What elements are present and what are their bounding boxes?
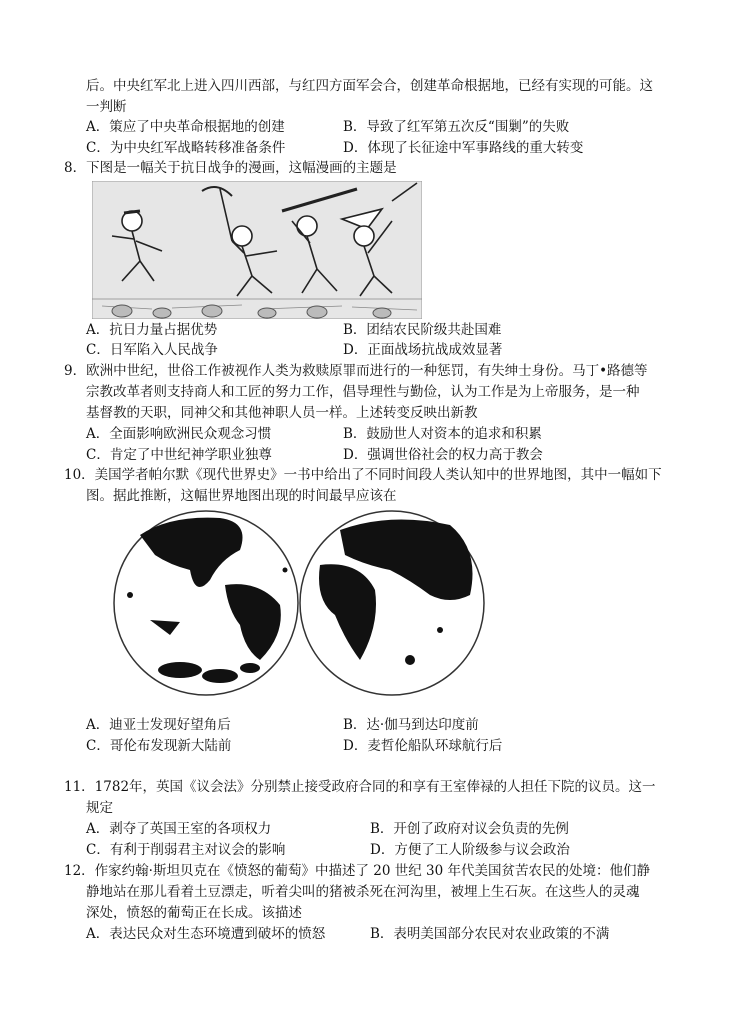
q9-stem-line3: 基督教的天职，同神父和其他神职人员一样。上述转变反映出新教 [86, 405, 478, 421]
q7-option-b: B．导致了红军第五次反“围剿”的失败 [343, 119, 570, 135]
q9-stem-line2: 宗教改革者则支持商人和工匠的努力工作，倡导理性与勤俭，认为工作是为上帝服务，是一种 [86, 384, 640, 400]
q11-option-c: C．有利于削弱君主对议会的影响 [86, 842, 286, 858]
q10-option-c: C．哥伦布发现新大陆前 [86, 738, 232, 754]
q10-option-b: B．达·伽马到达印度前 [343, 717, 479, 733]
q10-option-d: D．麦哲伦船队环球航行后 [343, 738, 503, 754]
q7-stem-line1: 后。中央红军北上进入四川西部，与红四方面军会合，创建革命根据地，已经有实现的可能。这 [86, 78, 653, 94]
q8-cartoon-image [92, 181, 422, 319]
q12-stem-line1: 12．作家约翰·斯坦贝克在《愤怒的葡萄》中描述了 20 世纪 30 年代美国贫苦农民的处境：他们静 [64, 863, 650, 879]
q7-stem-line2: 一判断 [86, 99, 127, 115]
q10-stem-line2: 图。据此推断，这幅世界地图出现的时间最早应该在 [86, 488, 397, 504]
q12-option-b: B．表明美国部分农民对农业政策的不满 [370, 926, 610, 942]
q9-option-b: B．鼓励世人对资本的追求和积累 [343, 426, 542, 442]
q7-option-d: D．体现了长征途中军事路线的重大转变 [343, 140, 584, 156]
q10-option-a: A．迪亚士发现好望角后 [86, 717, 231, 733]
q7-option-a: A．策应了中央革命根据地的创建 [86, 119, 285, 135]
q11-stem-line2: 规定 [86, 800, 113, 816]
q8-option-c: C．日军陷入人民战争 [86, 342, 218, 358]
q9-option-d: D．强调世俗社会的权力高于教会 [343, 447, 543, 463]
q8-option-d: D．正面战场抗战成效显著 [343, 342, 503, 358]
q9-stem-line1: 9．欧洲中世纪，世俗工作被视作人类为救赎原罪而进行的一种惩罚，有失绅士身份。马丁•路德等 [64, 363, 648, 379]
q11-option-b: B．开创了政府对议会负责的先例 [370, 821, 569, 837]
q7-option-c: C．为中央红军战略转移准备条件 [86, 140, 286, 156]
q8-option-a: A．抗日力量占据优势 [86, 322, 218, 338]
q9-option-a: A．全面影响欧洲民众观念习惯 [86, 426, 272, 442]
q12-stem-line2: 静地站在那儿看着土豆漂走，听着尖叫的猪被杀死在河沟里，被埋上生石灰。在这些人的灵魂 [86, 884, 640, 900]
q8-stem: 8．下图是一幅关于抗日战争的漫画，这幅漫画的主题是 [64, 160, 397, 176]
q11-option-d: D．方便了工人阶级参与议会政治 [370, 842, 570, 858]
q8-option-b: B．团结农民阶级共赴国难 [343, 322, 502, 338]
q9-option-c: C．肯定了中世纪神学职业独尊 [86, 447, 272, 463]
q10-stem-line1: 10．美国学者帕尔默《现代世界史》一书中给出了不同时间段人类认知中的世界地图，其中一幅如下 [64, 467, 662, 483]
q11-stem-line1: 11．1782年，英国《议会法》分别禁止接受政府合同的和享有王室俸禄的人担任下院的议员。这一 [64, 779, 656, 795]
q11-option-a: A．剥夺了英国王室的各项权力 [86, 821, 272, 837]
q10-world-map-image [110, 510, 488, 696]
q12-option-a: A．表达民众对生态环境遭到破坏的愤怒 [86, 926, 326, 942]
q12-stem-line3: 深处，愤怒的葡萄正在长成。该描述 [86, 905, 302, 921]
